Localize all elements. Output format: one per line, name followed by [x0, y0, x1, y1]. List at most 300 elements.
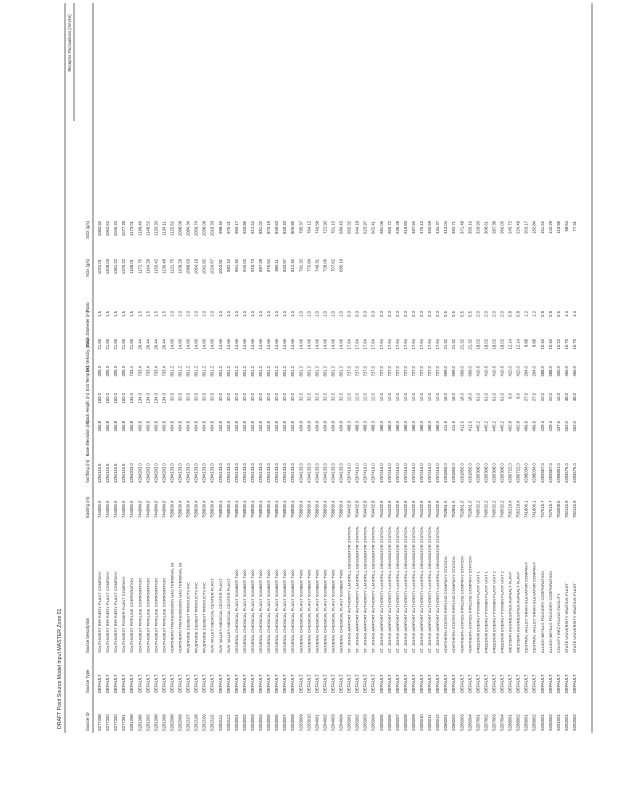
cell-northing: 4294133.0 [225, 463, 231, 483]
cell-source-type: DEFAULT [523, 674, 529, 693]
cell-source-type: DEFAULT [378, 674, 384, 693]
cell-base-elevation: 434.8 [249, 421, 255, 432]
cell-easting: 758830.4 [241, 500, 247, 518]
cell-stack-diameter: 1.0 [169, 311, 175, 317]
cell-easting: 758830.4 [193, 500, 199, 518]
cell-stack-diameter: 1.0 [258, 311, 263, 317]
project-header: Receptor Fluctuations (mm/Hr) [67, 14, 72, 72]
cell-so2: 1134.11 [161, 221, 167, 236]
cell-exit-velocity: 14.66 [177, 339, 183, 350]
column-header-source-type: Source Type [85, 669, 90, 693]
cell-source-type: DEFAULT [217, 674, 223, 693]
cell-so2: 1084.34 [185, 221, 191, 237]
cell-easting: 758830.4 [314, 500, 320, 518]
cell-source-type: DEFAULT [443, 674, 449, 693]
cell-so2: 329.93 [475, 221, 481, 234]
cell-exit-temp: 294.0 [531, 366, 537, 377]
cell-easting: 756219.4 [515, 500, 521, 518]
cell-stack-diameter: 0.3 [427, 311, 433, 317]
cell-exit-velocity: 17.64 [362, 339, 368, 350]
cell-easting: 744984.6 [121, 500, 127, 518]
cell-source-type: DEFAULT [402, 674, 408, 693]
cell-easting: 758830.4 [201, 500, 207, 518]
cell-northing: 4294133.0 [322, 463, 328, 483]
cell-easting: 744984.6 [105, 500, 111, 518]
cell-source-description: SOUTHWEST PIPELINE CORPORATION [153, 577, 159, 653]
cell-source-type: DEFAULT [225, 674, 231, 693]
cell-northing: 4297416.0 [410, 463, 416, 483]
cell-nox: 770.84 [306, 259, 312, 272]
cell-stack-diameter: 0.8 [515, 311, 521, 317]
cell-source-type: DEFAULT [258, 674, 263, 693]
cell-so2: 539.28 [394, 221, 400, 234]
cell-easting: 758830.4 [306, 500, 312, 518]
cell-exit-velocity: 14.66 [217, 339, 223, 350]
cell-nox: 897.28 [258, 259, 263, 272]
cell-so2: 976.21 [225, 221, 231, 234]
cell-base-elevation: 450.8 [129, 421, 135, 432]
cell-easting: 758830.4 [185, 500, 191, 518]
cell-easting: 764432.8 [354, 500, 360, 518]
cell-source-description: GENERAL CHEMICAL PLANT NUMBER TWO [330, 569, 336, 653]
cell-easting: 758830.4 [249, 500, 255, 518]
cell-easting: 758830.4 [338, 500, 344, 518]
cell-source-type: DEFAULT [121, 674, 127, 693]
cell-stack-diameter: 1.5 [105, 311, 111, 317]
cell-nox: 1408.03 [105, 259, 111, 275]
cell-source-id: S277498 [97, 714, 102, 731]
cell-exit-temp: 727.0 [370, 366, 376, 377]
cell-stack-height: 61.0 [483, 393, 489, 402]
cell-exit-temp: 305.3 [97, 366, 102, 377]
cell-northing: 4291850.0 [451, 463, 457, 483]
cell-exit-temp: 410.5 [483, 366, 489, 377]
cell-easting: 758830.4 [282, 500, 288, 518]
cell-easting: 747615.7 [539, 500, 545, 518]
cell-northing: 4293476.0 [571, 463, 577, 483]
cell-easting: 758830.4 [322, 500, 328, 518]
cell-northing: 4297416.0 [346, 463, 352, 483]
cell-exit-temp: 801.2 [249, 366, 255, 377]
cell-stack-height: 9.0 [515, 393, 521, 399]
cell-so2: 224.49 [515, 221, 521, 234]
cell-northing: 4294133.0 [306, 463, 312, 483]
cell-source-type: DEFAULT [475, 674, 481, 693]
cell-so2: 602.41 [370, 221, 376, 234]
cell-source-type: DEFAULT [346, 674, 352, 693]
cell-source-description: WESTERN AGGREGATES ASPHALT PLANT [515, 571, 521, 653]
cell-easting: 758830.4 [233, 500, 239, 518]
cell-source-id: S283009 [298, 714, 304, 731]
cell-exit-velocity: 8.88 [531, 339, 537, 348]
cell-exit-temp: 801.2 [177, 366, 183, 377]
cell-exit-velocity: 14.66 [258, 339, 263, 350]
document-title: DRAFT Point Source Model Input MASTER Zone 01 [57, 608, 63, 729]
cell-base-elevation: 445.2 [475, 421, 481, 432]
cell-base-elevation: 488.3 [435, 421, 441, 432]
cell-easting: 764432.8 [378, 500, 384, 518]
cell-northing: 4293476.0 [563, 463, 569, 483]
cell-northing: 4290722.0 [507, 463, 513, 483]
cell-source-id: S282112 [225, 714, 231, 731]
cell-base-elevation: 450.8 [153, 421, 159, 432]
cell-exit-velocity: 17.64 [354, 339, 360, 350]
cell-exit-temp: 410.5 [475, 366, 481, 377]
cell-stack-height: 32.0 [290, 393, 296, 402]
cell-exit-temp: 733.4 [161, 366, 167, 377]
cell-source-description: SOUTHWEST REFINERY PLANT COMPANY [97, 571, 102, 653]
cell-stack-diameter: 1.5 [153, 311, 159, 317]
cell-nox: 833.97 [282, 259, 288, 272]
cell-source-type: DEFAULT [209, 674, 215, 693]
cell-exit-velocity: 26.44 [153, 339, 159, 350]
cell-exit-velocity: 14.66 [282, 339, 288, 350]
cell-source-type: DEFAULT [314, 674, 320, 693]
cell-base-elevation: 488.3 [402, 421, 408, 432]
cell-so2: 560.72 [386, 221, 392, 234]
cell-northing: 4292587.0 [547, 463, 553, 483]
cell-source-id: S277391 [121, 714, 127, 731]
cell-stack-height: 134.0 [153, 393, 159, 404]
cell-source-id: S285011 [427, 714, 433, 731]
cell-northing: 4294203.0 [161, 463, 167, 483]
cell-source-id: S287003 [491, 714, 497, 731]
cell-source-type: DEFAULT [274, 674, 280, 693]
cell-stack-height: 32.0 [217, 393, 223, 402]
cell-so2: 891.02 [258, 221, 263, 234]
cell-stack-diameter: 1.0 [314, 311, 320, 317]
cell-stack-diameter: 2.0 [499, 311, 505, 317]
cell-northing: 4294133.0 [290, 463, 296, 483]
cell-source-type: DEFAULT [137, 674, 143, 693]
cell-exit-temp: 466.0 [563, 366, 569, 377]
cell-source-description: GENERAL CHEMICAL PLANT NUMBER TWO [249, 569, 255, 653]
cell-source-id: S281086 [137, 714, 143, 731]
cell-northing: 4295308.0 [491, 463, 497, 483]
cell-so2: 245.72 [507, 221, 513, 234]
cell-base-elevation: 488.3 [427, 421, 433, 432]
cell-so2: 476.12 [419, 221, 424, 234]
cell-exit-temp: 727.0 [362, 366, 368, 377]
cell-source-description: GENERAL CHEMICAL PLANT NUMBER TWO [298, 569, 304, 653]
cell-easting: 758830.4 [217, 500, 223, 518]
cell-northing: 4295308.0 [499, 463, 505, 483]
cell-source-id: S286001 [443, 714, 449, 731]
cell-source-description: ST. JOHNS AIRPORT AUTHORITY LANDFILL GENERATOR STATION [354, 526, 360, 653]
cell-stack-height: 183.0 [97, 393, 102, 404]
cell-stack-height: 32.0 [314, 393, 320, 402]
cell-source-description: GENERAL CHEMICAL PLANT NUMBER TWO [233, 569, 239, 653]
cell-stack-diameter: 1.5 [161, 311, 167, 317]
cell-source-id: S285004 [370, 714, 376, 731]
cell-source-description: FREEDOM ENERGY POWER PLANT UNIT 2 [499, 571, 505, 653]
cell-source-id: S292002 [571, 714, 577, 731]
cell-exit-temp: 727.0 [410, 366, 416, 377]
cell-exit-velocity: 17.64 [346, 339, 352, 350]
cell-so2: 722.90 [322, 221, 328, 234]
cell-northing: 4297416.0 [354, 463, 360, 483]
cell-exit-temp: 699.0 [459, 366, 465, 377]
cell-so2: 998.46 [217, 221, 223, 234]
cell-northing: 4295308.0 [483, 463, 489, 483]
cell-source-id: S283007 [282, 714, 288, 731]
cell-exit-velocity: 21.32 [451, 339, 457, 350]
cell-exit-temp: 727.0 [346, 366, 352, 377]
cell-stack-diameter: 2.0 [483, 311, 489, 317]
cell-source-type: DEFAULT [386, 674, 392, 693]
cell-so2: 287.38 [491, 221, 497, 234]
cell-exit-temp: 727.0 [394, 366, 400, 377]
cell-exit-velocity: 12.14 [515, 339, 521, 350]
cell-source-description: ST. JOHNS AIRPORT AUTHORITY LANDFILL GENERATOR STATION [346, 526, 352, 653]
cell-exit-velocity: 14.66 [298, 339, 304, 350]
cell-source-description: GENERAL CHEMICAL PLANT NUMBER TWO [266, 569, 272, 653]
cell-exit-velocity: 21.32 [467, 339, 473, 350]
cell-source-description: GENERAL CHEMICAL PLANT NUMBER TWO [258, 569, 263, 653]
cell-northing: 4298034.0 [523, 463, 529, 483]
cell-northing: 4294203.0 [129, 463, 135, 483]
cell-stack-diameter: 0.5 [459, 311, 465, 317]
column-header-stack-height: Stack Height (m) [85, 393, 90, 425]
cell-source-type: DEFAULT [427, 674, 433, 693]
cell-source-description: SUN VALLEY MEDICAL CENTER PLANT [225, 578, 231, 653]
cell-source-id: S277332 [105, 714, 111, 731]
cell-exit-velocity: 17.64 [394, 339, 400, 350]
cell-nox: 1042.82 [201, 259, 207, 275]
cell-stack-diameter: 0.8 [507, 311, 513, 317]
cell-exit-velocity: 26.44 [161, 339, 167, 350]
cell-easting: 749532.2 [491, 500, 497, 518]
cell-exit-temp: 699.0 [443, 366, 449, 377]
cell-exit-temp: 588.0 [539, 366, 545, 377]
cell-base-elevation: 450.8 [121, 421, 127, 432]
cell-easting: 753308.5 [555, 500, 561, 518]
cell-exit-temp: 733.4 [145, 366, 151, 377]
cell-so2: 743.58 [314, 221, 320, 234]
cell-source-id: S287002 [483, 714, 489, 731]
cell-stack-height: 12.0 [410, 393, 416, 402]
cell-stack-height: 134.0 [161, 393, 167, 404]
cell-source-description: NORTHERN STATES PIPELINE COMPANY STATION [459, 556, 465, 653]
cell-source-id: S283002 [241, 714, 247, 731]
cell-so2: 497.55 [410, 221, 416, 234]
cell-so2: 870.19 [266, 221, 272, 234]
cell-northing: 4294133.0 [169, 463, 175, 483]
cell-exit-velocity: 14.66 [290, 339, 296, 350]
cell-source-type: DEFAULT [571, 674, 577, 693]
cell-nox: 1150.42 [153, 259, 159, 274]
cell-stack-diameter: 0.3 [410, 311, 416, 317]
cell-northing: 4294133.0 [314, 463, 320, 483]
cell-source-id: S282109 [201, 714, 207, 731]
cell-source-description: SOUTHWEST PIPELINE CORPORATION [145, 577, 151, 653]
cell-exit-temp: 801.2 [314, 366, 320, 377]
cell-stack-diameter: 0.6 [555, 311, 561, 317]
cell-source-type: DEFAULT [145, 674, 151, 693]
cell-so2: 623.97 [362, 221, 368, 234]
cell-source-description: ALLIED METALS FOUNDRY CORPORATION [547, 571, 553, 653]
cell-base-elevation: 488.3 [419, 421, 424, 432]
cell-stack-height: 12.0 [394, 393, 400, 402]
cell-exit-temp: 294.0 [523, 366, 529, 377]
cell-northing: 4297416.0 [435, 463, 441, 483]
cell-so2: 1038.09 [201, 221, 207, 237]
cell-source-description: GENERAL CHEMICAL PLANT NUMBER TWO [338, 569, 344, 653]
cell-source-type: DEFAULT [370, 674, 376, 693]
cell-source-type: DEFAULT [555, 674, 561, 693]
cell-nox: 876.54 [266, 259, 272, 272]
cell-source-type: DEFAULT [354, 674, 360, 693]
cell-stack-height: 18.0 [451, 393, 457, 402]
cell-stack-diameter: 0.3 [346, 311, 352, 317]
cell-exit-temp: 733.4 [137, 366, 143, 377]
cell-so2: 1198.46 [137, 221, 143, 236]
cell-stack-height: 38.0 [563, 393, 569, 402]
cell-exit-temp: 355.0 [555, 366, 561, 377]
cell-exit-velocity: 14.66 [306, 339, 312, 350]
cell-base-elevation: 411.6 [451, 421, 457, 432]
column-header-exit-velocity: Exit Velocity (m/s) [85, 339, 90, 373]
cell-northing: 4294133.0 [177, 463, 183, 483]
cell-source-description: ST. JOHNS AIRPORT AUTHORITY LANDFILL GENERATOR STATION [370, 526, 376, 653]
cell-so2: 581.06 [378, 221, 384, 234]
cell-nox: 918.73 [249, 259, 255, 272]
cell-exit-velocity: 17.64 [410, 339, 416, 350]
cell-so2: 413.04 [443, 221, 449, 234]
cell-source-type: DEFAULT [113, 674, 119, 693]
cell-stack-diameter: 0.3 [354, 311, 360, 317]
cell-easting: 741806.1 [523, 500, 529, 518]
cell-base-elevation: 488.3 [354, 421, 360, 432]
cell-exit-velocity: 17.64 [435, 339, 441, 350]
cell-source-id: S288002 [515, 714, 521, 731]
cell-exit-velocity: 8.88 [523, 339, 529, 348]
cell-northing: 4294133.0 [282, 463, 288, 483]
cell-stack-diameter: 1.2 [523, 311, 529, 317]
cell-source-id: S282108 [193, 714, 199, 731]
cell-exit-temp: 801.2 [225, 366, 231, 377]
cell-source-id: S291001 [555, 714, 561, 731]
cell-source-description: CENTRAL VALLEY GRAIN ELEVATOR COMPANY [523, 562, 529, 653]
cell-source-id: S281092 [145, 714, 151, 731]
cell-easting: 760144.9 [571, 500, 577, 518]
cell-exit-temp: 801.2 [306, 366, 312, 377]
cell-source-id: S285010 [419, 714, 424, 731]
cell-easting: 764432.8 [419, 500, 424, 518]
cell-northing: 4294133.0 [201, 463, 207, 483]
cell-stack-diameter: 2.0 [475, 311, 481, 317]
cell-stack-diameter: 1.5 [137, 311, 143, 317]
cell-easting: 749532.2 [475, 500, 481, 518]
cell-stack-diameter: 1.5 [113, 311, 119, 317]
cell-stack-height: 32.0 [209, 393, 215, 402]
cell-northing: 4294133.0 [338, 463, 344, 483]
cell-source-description: ST. JOHNS AIRPORT AUTHORITY LANDFILL GENERATOR STATION [394, 526, 400, 653]
cell-northing: 4297416.0 [378, 463, 384, 483]
cell-exit-temp: 727.0 [427, 366, 433, 377]
cell-source-description: GENERAL CHEMICAL PLANT NUMBER TWO [241, 569, 247, 653]
cell-stack-height: 32.0 [185, 393, 191, 402]
cell-stack-height: 182.0 [113, 393, 119, 404]
cell-exit-temp: 727.0 [419, 366, 424, 377]
cell-source-description: CENTRAL VALLEY GRAIN ELEVATOR COMPANY [531, 562, 537, 653]
cell-northing: 4294133.0 [266, 463, 272, 483]
cell-source-type: DEFAULT [547, 674, 553, 693]
cell-source-id: S285012 [435, 714, 441, 731]
cell-source-description: SUN VALLEY MEDICAL CENTER PLANT [217, 578, 223, 653]
cell-exit-temp: 801.2 [185, 366, 191, 377]
cell-source-type: DEFAULT [266, 674, 272, 693]
cell-source-id: S283006 [274, 714, 280, 731]
cell-source-id: S282107 [185, 714, 191, 731]
cell-northing: 4298034.0 [531, 463, 537, 483]
cell-source-type: DEFAULT [185, 674, 191, 693]
cell-nox: 1172.76 [137, 259, 143, 274]
cell-base-elevation: 450.8 [145, 421, 151, 432]
cell-source-type: DEFAULT [153, 674, 159, 693]
cell-base-elevation: 488.3 [394, 421, 400, 432]
cell-stack-height: 22.0 [547, 393, 553, 402]
cell-nox: 1121.75 [169, 259, 175, 274]
cell-so2: 77.31 [571, 221, 577, 232]
cell-northing: 4291850.0 [443, 463, 449, 483]
cell-source-description: GENERAL CHEMICAL PLANT NUMBER TWO [274, 569, 280, 653]
cell-source-id: S286004 [467, 714, 473, 731]
cell-source-id: S287001 [475, 714, 481, 731]
cell-exit-temp: 801.2 [266, 366, 272, 377]
cell-so2: 785.37 [298, 221, 304, 234]
cell-nox: 1064.19 [193, 259, 199, 275]
cell-easting: 764432.8 [402, 500, 408, 518]
cell-so2: 119.96 [555, 221, 561, 234]
cell-base-elevation: 434.8 [338, 421, 344, 432]
cell-exit-velocity: 14.66 [233, 339, 239, 350]
cell-base-elevation: 434.8 [282, 421, 288, 432]
cell-so2: 912.44 [249, 221, 255, 234]
cell-base-elevation: 434.8 [209, 421, 215, 432]
cell-source-description: FREEDOM ENERGY POWER PLANT UNIT 2 [491, 571, 497, 653]
cell-stack-height: 182.0 [105, 393, 111, 404]
cell-base-elevation: 411.6 [467, 421, 473, 432]
cell-so2: 518.83 [402, 221, 408, 234]
cell-easting: 758830.4 [177, 500, 183, 518]
cell-source-id: S282099 [177, 714, 183, 731]
cell-stack-diameter: 1.4 [563, 311, 569, 317]
cell-stack-height: 32.0 [225, 393, 231, 402]
cell-exit-temp: 801.2 [201, 366, 207, 377]
cell-base-elevation: 445.2 [499, 421, 505, 432]
cell-easting: 744984.6 [137, 500, 143, 518]
cell-so2: 955.17 [233, 221, 239, 234]
cell-base-elevation: 434.8 [225, 421, 231, 432]
cell-stack-diameter: 0.3 [362, 311, 368, 317]
cell-stack-height: 32.0 [322, 393, 328, 402]
cell-source-type: DEFAULT [129, 674, 135, 693]
cell-stack-height: 32.0 [282, 393, 288, 402]
cell-easting: 749532.2 [483, 500, 489, 518]
cell-base-elevation: 434.8 [169, 421, 175, 432]
cell-stack-diameter: 1.5 [145, 311, 151, 317]
cell-so2: 266.05 [499, 221, 505, 234]
cell-source-type: DEFAULT [563, 674, 569, 693]
cell-exit-temp: 305.3 [113, 366, 119, 377]
cell-source-description: GENERAL CHEMICAL PLANT NUMBER TWO [290, 569, 296, 653]
cell-stack-diameter: 1.0 [338, 311, 344, 317]
cell-source-id: S284003 [330, 714, 336, 731]
cell-stack-height: 12.0 [378, 393, 384, 402]
cell-source-id: S292001 [563, 714, 569, 731]
cell-exit-temp: 588.0 [547, 366, 553, 377]
